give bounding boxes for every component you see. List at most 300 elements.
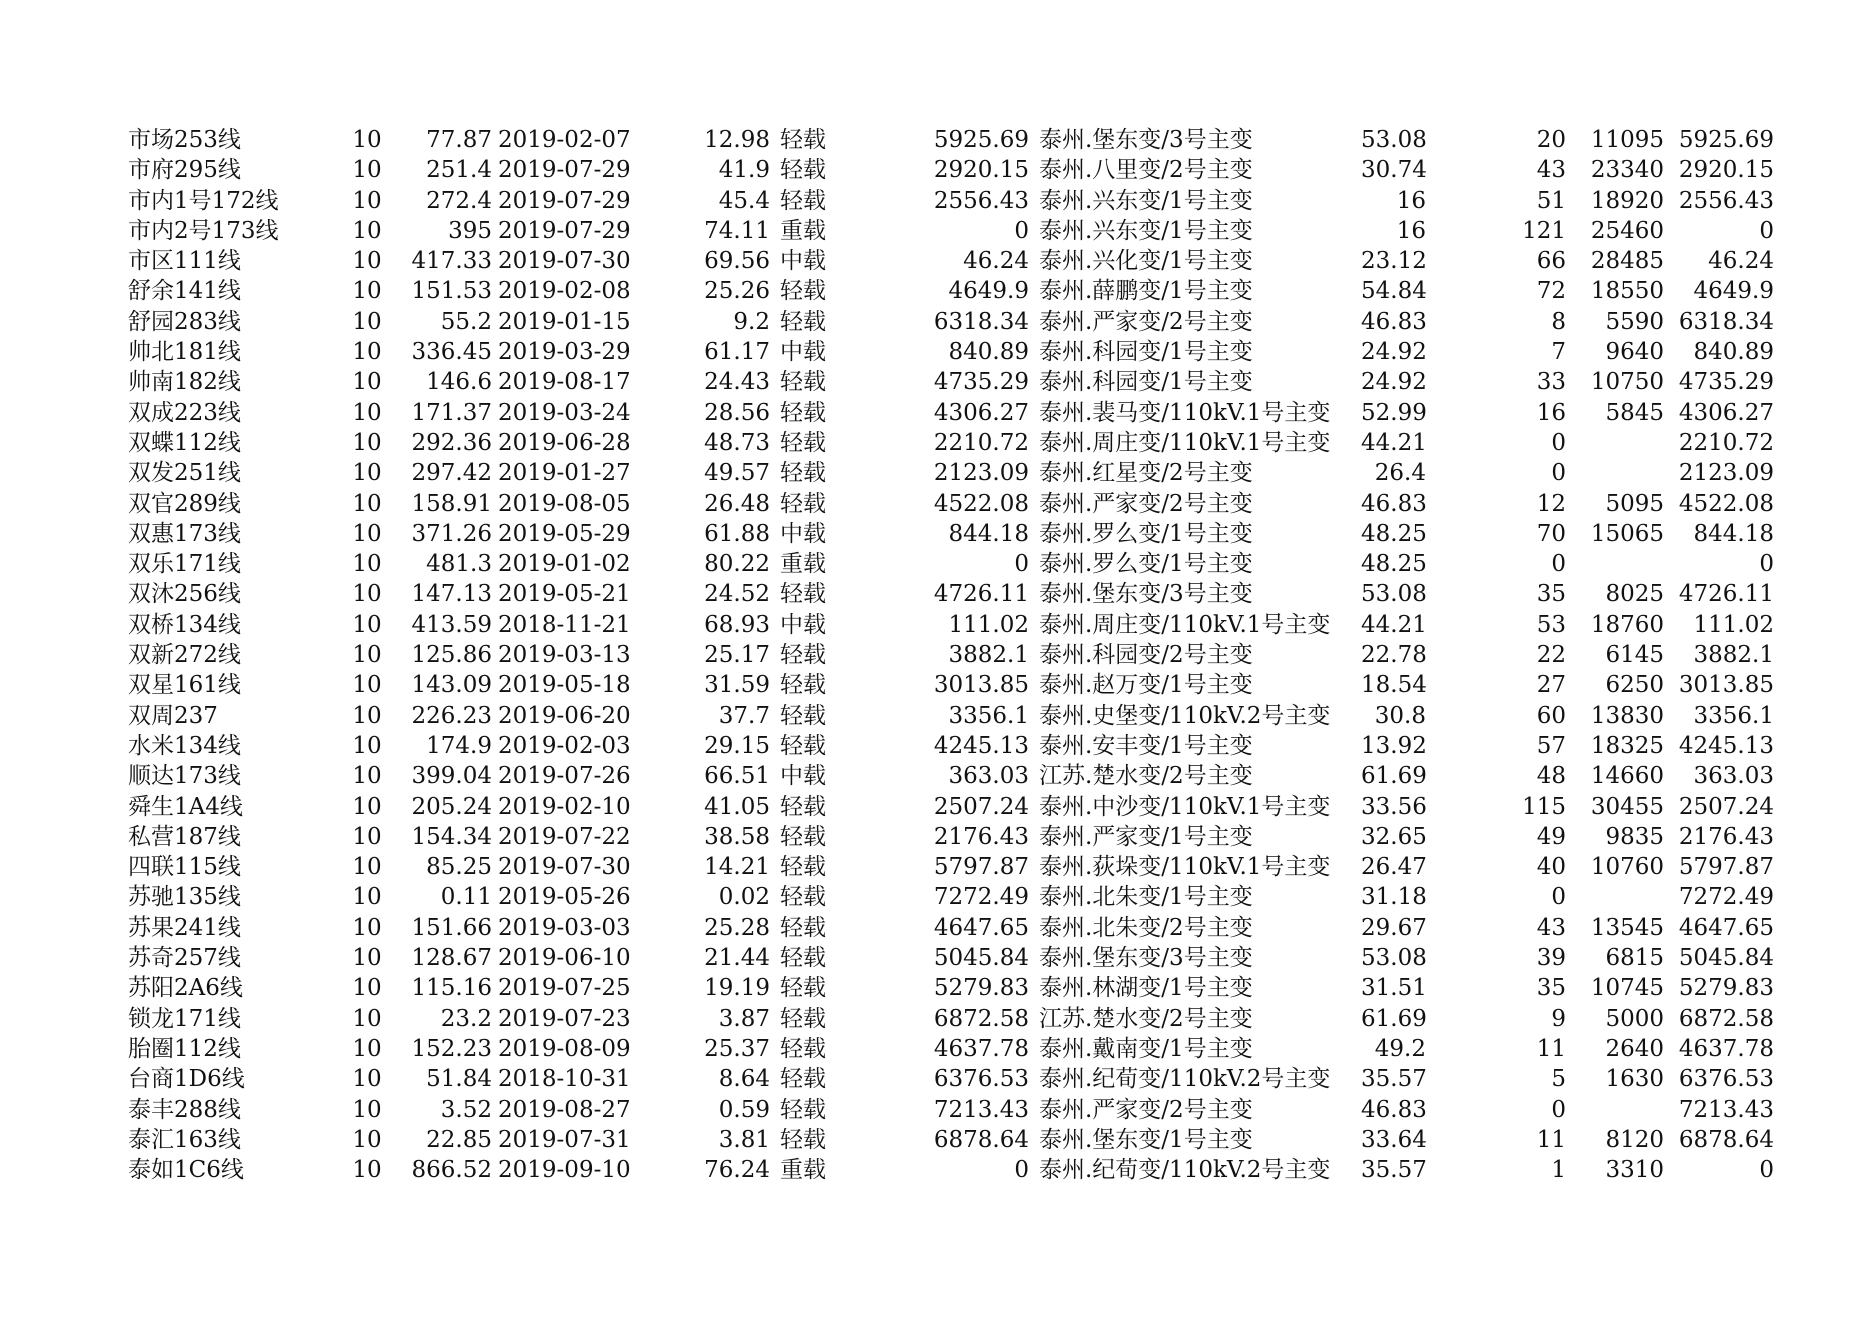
load-rate-cell: 28.56: [704, 399, 770, 426]
table-row: [128, 337, 1774, 367]
transformer-cell: 江苏.楚水变/2号主变: [1039, 1005, 1253, 1032]
voltage-cell: 10: [352, 884, 382, 911]
table-row: [128, 519, 1774, 549]
voltage-cell: 10: [352, 127, 382, 153]
load-level-cell: 轻载: [780, 823, 826, 850]
user-count-cell: 9: [1551, 1005, 1566, 1032]
load-level-cell: 重载: [780, 217, 826, 244]
load-cell: 174.9: [426, 732, 492, 759]
user-count-cell: 16: [1536, 399, 1566, 426]
load-rate-cell: 68.93: [704, 611, 770, 638]
available-capacity-cell: 4649.9: [1693, 278, 1774, 305]
table-row: [128, 852, 1774, 882]
user-count-cell: 22: [1536, 642, 1566, 669]
load-rate-cell: 12.98: [704, 127, 770, 153]
transformer-load-cell: 13.92: [1361, 732, 1427, 759]
transformer-load-cell: 44.21: [1361, 611, 1427, 638]
user-count-cell: 39: [1536, 945, 1566, 972]
transformer-cell: 泰州.纪荀变/110kV.2号主变: [1039, 1157, 1331, 1184]
line-name-cell: 市府295线: [128, 157, 241, 184]
spare-capacity-cell: 0: [1014, 217, 1029, 244]
date-cell: 2019-06-20: [498, 702, 631, 729]
capacity-cell: 1630: [1605, 1066, 1664, 1093]
voltage-cell: 10: [352, 1066, 382, 1093]
spare-capacity-cell: 4522.08: [933, 490, 1029, 517]
capacity-cell: 5000: [1605, 1005, 1664, 1032]
transformer-load-cell: 31.51: [1361, 975, 1427, 1002]
voltage-cell: 10: [352, 945, 382, 972]
load-cell: 399.04: [411, 763, 492, 790]
user-count-cell: 35: [1536, 975, 1566, 1002]
spare-capacity-cell: 3013.85: [933, 672, 1029, 699]
line-name-cell: 帅北181线: [128, 339, 241, 366]
table-row: [128, 610, 1774, 640]
available-capacity-cell: 0: [1759, 217, 1774, 244]
table-row: [128, 458, 1774, 488]
date-cell: 2019-08-05: [498, 490, 631, 517]
line-name-cell: 双成223线: [128, 399, 241, 426]
spare-capacity-cell: 6878.64: [933, 1126, 1029, 1153]
voltage-cell: 10: [352, 278, 382, 305]
spare-capacity-cell: 4647.65: [933, 914, 1029, 941]
capacity-cell: 18760: [1590, 611, 1664, 638]
capacity-cell: 18550: [1590, 278, 1664, 305]
capacity-cell: 5095: [1605, 490, 1664, 517]
transformer-cell: 泰州.赵万变/1号主变: [1039, 672, 1253, 699]
transformer-cell: 泰州.薛鹏变/1号主变: [1039, 278, 1253, 305]
date-cell: 2019-02-10: [498, 793, 631, 820]
load-rate-cell: 25.28: [704, 914, 770, 941]
voltage-cell: 10: [352, 823, 382, 850]
transformer-load-cell: 52.99: [1361, 399, 1427, 426]
capacity-cell: 18325: [1590, 732, 1664, 759]
transformer-load-cell: 16: [1396, 217, 1426, 244]
transformer-load-cell: 46.83: [1361, 1096, 1427, 1123]
load-rate-cell: 14.21: [704, 854, 770, 881]
transformer-load-cell: 26.4: [1374, 460, 1426, 487]
load-cell: 152.23: [411, 1035, 492, 1062]
spare-capacity-cell: 2176.43: [933, 823, 1029, 850]
load-cell: 22.85: [426, 1126, 492, 1153]
capacity-cell: 18920: [1590, 187, 1664, 214]
capacity-cell: [1566, 549, 1664, 579]
available-capacity-cell: 2176.43: [1678, 823, 1774, 850]
line-name-cell: 双蝶112线: [128, 429, 241, 456]
spare-capacity-cell: 7213.43: [933, 1096, 1029, 1123]
date-cell: 2019-07-30: [498, 854, 631, 881]
line-name-cell: 锁龙171线: [128, 1005, 241, 1032]
load-rate-cell: 41.9: [718, 157, 770, 184]
capacity-cell: 8025: [1605, 581, 1664, 608]
line-name-cell: 舜生1A4线: [128, 793, 243, 820]
capacity-cell: 15065: [1590, 520, 1664, 547]
load-rate-cell: 19.19: [704, 975, 770, 1002]
capacity-cell: 6145: [1605, 642, 1664, 669]
available-capacity-cell: 46.24: [1708, 248, 1774, 275]
transformer-load-cell: 49.2: [1374, 1035, 1426, 1062]
line-name-cell: 市内2号173线: [128, 217, 279, 244]
transformer-cell: 泰州.中沙变/110kV.1号主变: [1039, 793, 1331, 820]
transformer-load-cell: 48.25: [1361, 520, 1427, 547]
load-cell: 147.13: [411, 581, 492, 608]
capacity-cell: 25460: [1590, 217, 1664, 244]
capacity-cell: 10750: [1590, 369, 1664, 396]
table-row: [128, 549, 1774, 579]
available-capacity-cell: 6318.34: [1678, 308, 1774, 335]
user-count-cell: 11: [1536, 1126, 1566, 1153]
transformer-load-cell: 31.18: [1361, 884, 1427, 911]
load-cell: 297.42: [411, 460, 492, 487]
transformer-load-cell: 54.84: [1361, 278, 1427, 305]
available-capacity-cell: 4647.65: [1678, 914, 1774, 941]
load-rate-cell: 80.22: [704, 551, 770, 578]
load-level-cell: 轻载: [780, 399, 826, 426]
user-count-cell: 27: [1536, 672, 1566, 699]
date-cell: 2019-03-13: [498, 642, 631, 669]
available-capacity-cell: 4522.08: [1678, 490, 1774, 517]
capacity-cell: [1566, 428, 1664, 458]
voltage-cell: 10: [352, 399, 382, 426]
date-cell: 2019-08-27: [498, 1096, 631, 1123]
load-rate-cell: 69.56: [704, 248, 770, 275]
transformer-cell: 泰州.北朱变/2号主变: [1039, 914, 1253, 941]
transformer-load-cell: 24.92: [1361, 339, 1427, 366]
load-cell: 154.34: [411, 823, 492, 850]
date-cell: 2019-07-25: [498, 975, 631, 1002]
capacity-cell: 28485: [1590, 248, 1664, 275]
date-cell: 2019-01-15: [498, 308, 631, 335]
table-row: [128, 307, 1774, 337]
load-cell: 336.45: [411, 339, 492, 366]
load-rate-cell: 31.59: [704, 672, 770, 699]
transformer-cell: 泰州.史堡变/110kV.2号主变: [1039, 702, 1331, 729]
transformer-cell: 泰州.兴化变/1号主变: [1039, 248, 1253, 275]
table-row: [128, 1125, 1774, 1155]
user-count-cell: 1: [1551, 1157, 1566, 1184]
capacity-cell: 9835: [1605, 823, 1664, 850]
spare-capacity-cell: 46.24: [963, 248, 1029, 275]
table-row: [128, 1155, 1774, 1185]
load-rate-cell: 41.05: [704, 793, 770, 820]
transformer-load-cell: 46.83: [1361, 490, 1427, 517]
transformer-cell: 泰州.安丰变/1号主变: [1039, 732, 1253, 759]
date-cell: 2019-05-29: [498, 520, 631, 547]
voltage-cell: 10: [352, 369, 382, 396]
user-count-cell: 48: [1536, 763, 1566, 790]
transformer-cell: 泰州.科园变/1号主变: [1039, 339, 1253, 366]
table-row: [128, 882, 1774, 912]
load-cell: 866.52: [411, 1157, 492, 1184]
load-level-cell: 轻载: [780, 127, 826, 153]
table-row: [128, 489, 1774, 519]
voltage-cell: 10: [352, 914, 382, 941]
load-level-cell: 轻载: [780, 884, 826, 911]
spare-capacity-cell: 5279.83: [933, 975, 1029, 1002]
user-count-cell: 33: [1536, 369, 1566, 396]
spare-capacity-cell: 363.03: [948, 763, 1029, 790]
user-count-cell: 49: [1536, 823, 1566, 850]
table-row: [128, 731, 1774, 761]
transformer-load-cell: 53.08: [1361, 127, 1427, 153]
line-name-cell: 双惠173线: [128, 520, 241, 547]
load-rate-cell: 37.7: [718, 702, 770, 729]
voltage-cell: 10: [352, 520, 382, 547]
user-count-cell: 115: [1522, 793, 1566, 820]
date-cell: 2019-07-22: [498, 823, 631, 850]
line-name-cell: 胎圈112线: [128, 1035, 241, 1062]
load-level-cell: 重载: [780, 1157, 826, 1184]
line-name-cell: 双周237: [128, 702, 218, 729]
table-row: [128, 186, 1774, 216]
table-row: [128, 822, 1774, 852]
available-capacity-cell: 111.02: [1693, 611, 1774, 638]
load-cell: 55.2: [440, 308, 492, 335]
date-cell: 2019-06-10: [498, 945, 631, 972]
transformer-load-cell: 33.64: [1361, 1126, 1427, 1153]
capacity-cell: 8120: [1605, 1126, 1664, 1153]
line-name-cell: 市区111线: [128, 248, 241, 275]
spare-capacity-cell: 4637.78: [933, 1035, 1029, 1062]
voltage-cell: 10: [352, 1005, 382, 1032]
available-capacity-cell: 4306.27: [1678, 399, 1774, 426]
voltage-cell: 10: [352, 490, 382, 517]
load-cell: 85.25: [426, 854, 492, 881]
table-row: [128, 155, 1774, 185]
load-cell: 395: [448, 217, 492, 244]
line-name-cell: 四联115线: [128, 854, 241, 881]
voltage-cell: 10: [352, 1035, 382, 1062]
load-level-cell: 轻载: [780, 914, 826, 941]
capacity-cell: 23340: [1590, 157, 1664, 184]
load-level-cell: 中载: [780, 339, 826, 366]
load-level-cell: 轻载: [780, 581, 826, 608]
date-cell: 2018-10-31: [498, 1066, 631, 1093]
spare-capacity-cell: 5925.69: [933, 127, 1029, 153]
transformer-cell: 泰州.堡东变/3号主变: [1039, 581, 1253, 608]
date-cell: 2019-07-30: [498, 248, 631, 275]
spare-capacity-cell: 5045.84: [933, 945, 1029, 972]
load-rate-cell: 25.26: [704, 278, 770, 305]
spare-capacity-cell: 0: [1014, 1157, 1029, 1184]
date-cell: 2019-07-26: [498, 763, 631, 790]
load-rate-cell: 0.02: [718, 884, 770, 911]
date-cell: 2019-03-24: [498, 399, 631, 426]
capacity-cell: [1566, 458, 1664, 488]
available-capacity-cell: 4726.11: [1678, 581, 1774, 608]
table-row: [128, 973, 1774, 1003]
load-level-cell: 轻载: [780, 702, 826, 729]
line-name-cell: 苏奇257线: [128, 945, 241, 972]
spare-capacity-cell: 7272.49: [933, 884, 1029, 911]
load-rate-cell: 24.43: [704, 369, 770, 396]
load-level-cell: 中载: [780, 763, 826, 790]
available-capacity-cell: 7213.43: [1678, 1096, 1774, 1123]
load-cell: 23.2: [440, 1005, 492, 1032]
capacity-cell: 5845: [1605, 399, 1664, 426]
voltage-cell: 10: [352, 763, 382, 790]
available-capacity-cell: 5797.87: [1678, 854, 1774, 881]
transformer-cell: 泰州.严家变/2号主变: [1039, 308, 1253, 335]
available-capacity-cell: 844.18: [1693, 520, 1774, 547]
load-cell: 292.36: [411, 429, 492, 456]
date-cell: 2018-11-21: [498, 611, 631, 638]
table-row: [128, 1064, 1774, 1094]
capacity-cell: [1566, 882, 1664, 912]
spare-capacity-cell: 2920.15: [933, 157, 1029, 184]
spare-capacity-cell: 6318.34: [933, 308, 1029, 335]
load-rate-cell: 21.44: [704, 945, 770, 972]
load-rate-cell: 3.81: [718, 1126, 770, 1153]
available-capacity-cell: 0: [1759, 1157, 1774, 1184]
transformer-cell: 泰州.戴南变/1号主变: [1039, 1035, 1253, 1062]
user-count-cell: 12: [1536, 490, 1566, 517]
load-level-cell: 轻载: [780, 642, 826, 669]
voltage-cell: 10: [352, 793, 382, 820]
transformer-load-cell: 23.12: [1361, 248, 1427, 275]
transformer-load-cell: 35.57: [1361, 1066, 1427, 1093]
transformer-cell: 泰州.裴马变/110kV.1号主变: [1039, 399, 1331, 426]
capacity-cell: 10745: [1590, 975, 1664, 1002]
date-cell: 2019-07-23: [498, 1005, 631, 1032]
table-row: [128, 367, 1774, 397]
load-level-cell: 中载: [780, 611, 826, 638]
load-level-cell: 轻载: [780, 1035, 826, 1062]
spare-capacity-cell: 0: [1014, 551, 1029, 578]
transformer-load-cell: 26.47: [1361, 854, 1427, 881]
line-name-cell: 双乐171线: [128, 551, 241, 578]
spare-capacity-cell: 844.18: [948, 520, 1029, 547]
load-cell: 151.53: [411, 278, 492, 305]
transformer-cell: 泰州.堡东变/1号主变: [1039, 1126, 1253, 1153]
available-capacity-cell: 6376.53: [1678, 1066, 1774, 1093]
line-name-cell: 私营187线: [128, 823, 241, 850]
load-level-cell: 轻载: [780, 157, 826, 184]
table-row: [128, 640, 1774, 670]
capacity-cell: 6250: [1605, 672, 1664, 699]
load-level-cell: 轻载: [780, 490, 826, 517]
transformer-cell: 泰州.荻垛变/110kV.1号主变: [1039, 854, 1331, 881]
transformer-cell: 泰州.科园变/1号主变: [1039, 369, 1253, 396]
date-cell: 2019-03-29: [498, 339, 631, 366]
voltage-cell: 10: [352, 551, 382, 578]
capacity-cell: 2640: [1605, 1035, 1664, 1062]
load-rate-cell: 38.58: [704, 823, 770, 850]
load-rate-cell: 76.24: [704, 1157, 770, 1184]
transformer-cell: 泰州.周庄变/110kV.1号主变: [1039, 429, 1331, 456]
capacity-cell: [1566, 1095, 1664, 1125]
capacity-cell: 13830: [1590, 702, 1664, 729]
transformer-cell: 泰州.罗么变/1号主变: [1039, 520, 1253, 547]
voltage-cell: 10: [352, 854, 382, 881]
line-name-cell: 泰汇163线: [128, 1126, 241, 1153]
date-cell: 2019-08-17: [498, 369, 631, 396]
user-count-cell: 35: [1536, 581, 1566, 608]
load-cell: 251.4: [426, 157, 492, 184]
transformer-load-cell: 22.78: [1361, 642, 1427, 669]
line-name-cell: 双沐256线: [128, 581, 241, 608]
load-cell: 272.4: [426, 187, 492, 214]
transformer-cell: 泰州.严家变/2号主变: [1039, 490, 1253, 517]
date-cell: 2019-01-27: [498, 460, 631, 487]
table-body: [128, 125, 1774, 1185]
load-rate-cell: 49.57: [704, 460, 770, 487]
data-sheet: [128, 125, 1774, 1185]
load-rate-cell: 3.87: [718, 1005, 770, 1032]
available-capacity-cell: 4637.78: [1678, 1035, 1774, 1062]
user-count-cell: 20: [1536, 127, 1566, 153]
load-cell: 143.09: [411, 672, 492, 699]
user-count-cell: 53: [1536, 611, 1566, 638]
table-row: [128, 216, 1774, 246]
user-count-cell: 43: [1536, 157, 1566, 184]
transformer-cell: 泰州.林湖变/1号主变: [1039, 975, 1253, 1002]
user-count-cell: 0: [1551, 551, 1566, 578]
transformer-load-cell: 53.08: [1361, 945, 1427, 972]
load-cell: 171.37: [411, 399, 492, 426]
line-name-cell: 市场253线: [128, 127, 241, 153]
transformer-load-cell: 46.83: [1361, 308, 1427, 335]
spare-capacity-cell: 111.02: [948, 611, 1029, 638]
user-count-cell: 60: [1536, 702, 1566, 729]
available-capacity-cell: 6878.64: [1678, 1126, 1774, 1153]
user-count-cell: 7: [1551, 339, 1566, 366]
date-cell: 2019-05-26: [498, 884, 631, 911]
load-level-cell: 轻载: [780, 308, 826, 335]
user-count-cell: 40: [1536, 854, 1566, 881]
load-level-cell: 轻载: [780, 945, 826, 972]
capacity-cell: 30455: [1590, 793, 1664, 820]
user-count-cell: 0: [1551, 1096, 1566, 1123]
line-name-cell: 双官289线: [128, 490, 241, 517]
date-cell: 2019-01-02: [498, 551, 631, 578]
load-cell: 205.24: [411, 793, 492, 820]
capacity-cell: 10760: [1590, 854, 1664, 881]
load-rate-cell: 26.48: [704, 490, 770, 517]
transformer-load-cell: 16: [1396, 187, 1426, 214]
voltage-cell: 10: [352, 217, 382, 244]
line-name-cell: 苏阳2A6线: [128, 975, 243, 1002]
load-cell: 3.52: [440, 1096, 492, 1123]
load-rate-cell: 8.64: [718, 1066, 770, 1093]
transformer-cell: 泰州.科园变/2号主变: [1039, 642, 1253, 669]
available-capacity-cell: 2920.15: [1678, 157, 1774, 184]
transformer-load-cell: 29.67: [1361, 914, 1427, 941]
voltage-cell: 10: [352, 1157, 382, 1184]
load-level-cell: 中载: [780, 248, 826, 275]
line-name-cell: 苏果241线: [128, 914, 241, 941]
transformer-load-cell: 33.56: [1361, 793, 1427, 820]
date-cell: 2019-05-18: [498, 672, 631, 699]
voltage-cell: 10: [352, 642, 382, 669]
line-name-cell: 舒余141线: [128, 278, 241, 305]
date-cell: 2019-08-09: [498, 1035, 631, 1062]
voltage-cell: 10: [352, 672, 382, 699]
load-cell: 146.6: [426, 369, 492, 396]
table-row: [128, 579, 1774, 609]
load-cell: 371.26: [411, 520, 492, 547]
voltage-cell: 10: [352, 702, 382, 729]
available-capacity-cell: 2210.72: [1678, 429, 1774, 456]
line-name-cell: 顺达173线: [128, 763, 241, 790]
line-name-cell: 双桥134线: [128, 611, 241, 638]
voltage-cell: 10: [352, 187, 382, 214]
table-row: [128, 761, 1774, 791]
spare-capacity-cell: 4726.11: [933, 581, 1029, 608]
line-name-cell: 泰如1C6线: [128, 1157, 244, 1184]
available-capacity-cell: 3356.1: [1693, 702, 1774, 729]
available-capacity-cell: 5925.69: [1678, 127, 1774, 153]
transformer-cell: 泰州.严家变/1号主变: [1039, 823, 1253, 850]
